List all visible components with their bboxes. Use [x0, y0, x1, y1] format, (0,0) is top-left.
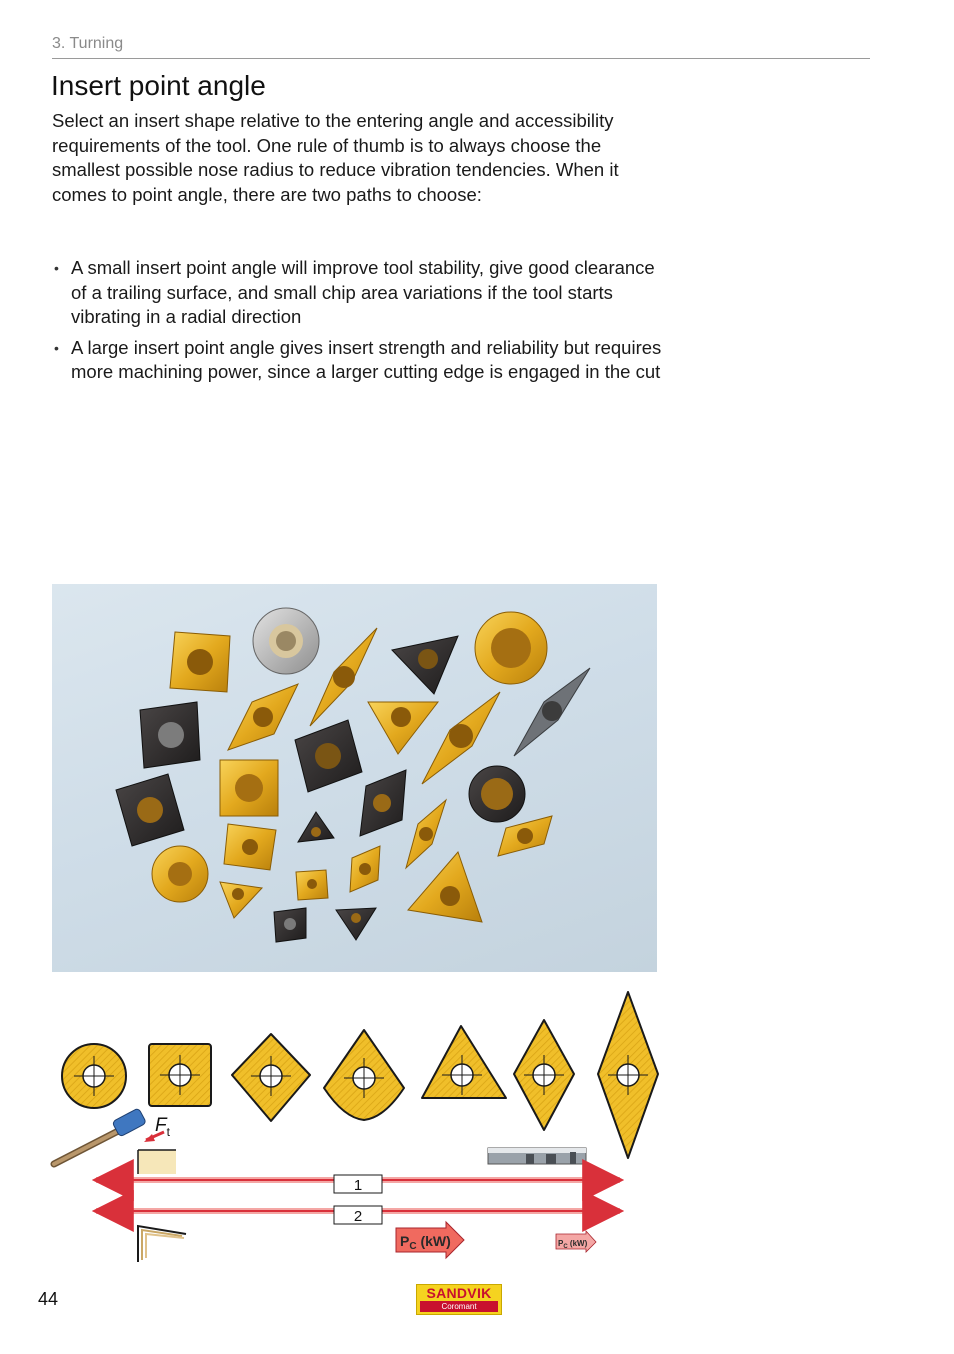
logo-brand: SANDVIK — [426, 1285, 492, 1301]
insert-square-dark — [274, 908, 306, 942]
range-arrow-1 — [96, 1175, 620, 1194]
insert-round-gold — [475, 612, 547, 684]
insert-diamond-dark — [360, 770, 406, 836]
power-large-label: $P_C$ (kW) — [400, 1233, 451, 1252]
insert-square-gold — [170, 632, 230, 692]
running-head: 3. Turning — [52, 35, 124, 52]
insert-diamond-gold — [406, 800, 446, 868]
insert-shape-diagram — [48, 988, 668, 1268]
insert-diamond-gold — [350, 846, 380, 892]
insert-round-gold — [152, 846, 208, 902]
workpiece-corner-icon — [138, 1150, 176, 1174]
insert-square-dark — [295, 720, 362, 792]
insert-square-gold — [224, 824, 276, 870]
insert-round-steel — [253, 608, 319, 674]
bullet-dot-icon: • — [54, 339, 59, 356]
logo-sub: Coromant — [420, 1301, 498, 1312]
bullet-list — [52, 256, 662, 391]
insert-square-gold — [296, 870, 328, 900]
insert-triangle-dark — [298, 812, 334, 842]
hammer-icon — [54, 1108, 146, 1164]
range-arrow-1-label: 1 — [353, 1177, 363, 1194]
insert-square-dark — [140, 702, 200, 768]
bullet-text: A small insert point angle will improve tool stability, give good clearance of a trailing surface, and small chip area variations if the tool starts vibrating in a radial direction — [71, 257, 655, 328]
diamond-80-insert-shape — [232, 1034, 310, 1121]
triangle-insert-shape — [422, 1026, 506, 1098]
insert-round-dark — [469, 766, 525, 822]
insert-diamond-gold — [310, 628, 377, 726]
insert-square-gold — [220, 760, 278, 816]
force-label: $F_t$ — [155, 1115, 170, 1139]
insert-diamond-gold — [498, 816, 552, 856]
square-insert-shape — [149, 1044, 211, 1106]
list-item — [52, 336, 662, 385]
bullet-text: A large insert point angle gives insert strength and reliability but requires more machining power, since a larger cutting edge is engaged in the cut — [71, 336, 662, 383]
header-rule — [52, 58, 870, 59]
diamond-55-insert-shape — [514, 1020, 574, 1130]
insert-triangle-dark — [336, 908, 376, 940]
list-item — [52, 256, 662, 330]
inserts-photo — [52, 584, 657, 972]
force-subscript: t — [166, 1125, 170, 1139]
insert-triangle-dark — [392, 636, 458, 694]
power-small-arrow — [556, 1231, 596, 1252]
page-title: Insert point angle — [51, 70, 266, 101]
power-large-arrow — [396, 1222, 464, 1258]
insert-diamond-gold — [228, 684, 298, 750]
insert-triangle-gold — [220, 882, 262, 918]
insert-triangle-gold — [368, 702, 438, 754]
range-arrow-2 — [96, 1206, 620, 1225]
bullet-dot-icon: • — [54, 260, 59, 276]
insert-square-dark — [116, 774, 184, 846]
insert-triangle-gold — [408, 852, 482, 922]
chip-lines-icon — [138, 1226, 186, 1262]
trigon-insert-shape — [324, 1030, 404, 1120]
page-number: 44 — [38, 1289, 59, 1309]
sandvik-coromant-logo — [416, 1284, 502, 1315]
range-arrow-2-label: 2 — [353, 1208, 363, 1225]
round-insert-shape — [62, 1044, 126, 1108]
boring-bar-icon — [488, 1148, 586, 1164]
diamond-35-insert-shape — [598, 992, 658, 1158]
power-small-label: $P_C$ (kW) — [558, 1239, 588, 1250]
intro-paragraph: Select an insert shape relative to the entering angle and accessibility requirements of the tool. One rule of thumb is to always choose the smallest possible nose radius to reduce vibration tendencies. When it comes to point angle, there are two paths to choose: — [52, 110, 619, 205]
